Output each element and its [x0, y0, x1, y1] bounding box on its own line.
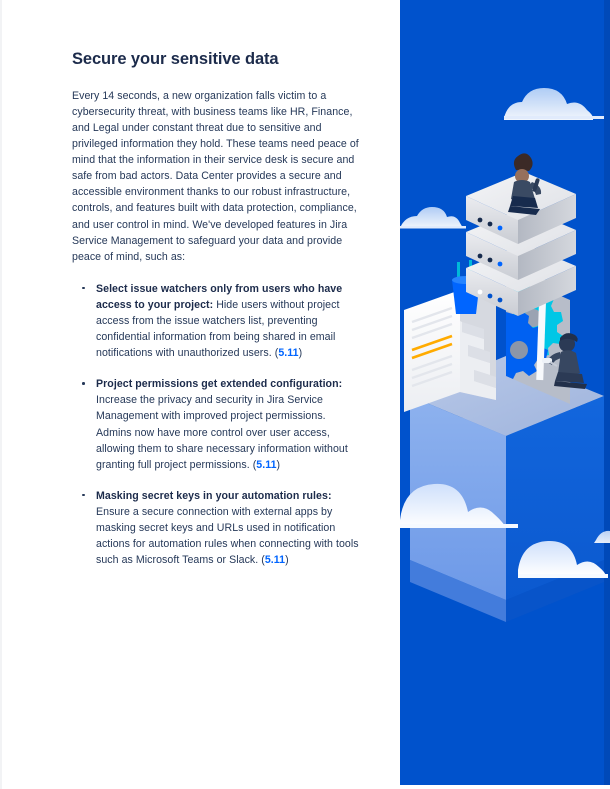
intro-paragraph: Every 14 seconds, a new organization falls victim to a cybersecurity threat, with business teams like HR, Finance, and Legal under constant threat due to sensitive and privileged information they hold. These teams need peace of mind that the information in their service desk is secure and safe from bad actors. Data Center provides a secure and accessible environment thanks to our robust infrastructure, controls, and features built with data protection, compliance, and user control in mind. We've developed features in Jira Service Management to safeguard your data and provide peace of mind, such as: — [72, 89, 359, 263]
list-item — [72, 376, 362, 473]
version-badge[interactable]: 5.11 — [278, 347, 299, 360]
list-item-lead: Project permissions get extended configuration: — [96, 378, 343, 391]
list-item — [72, 488, 362, 568]
list-item-text: Ensure a secure connection with external apps by masking secret keys and URLs used in notification actions for automation rules when connecting with tools such as Microsoft Teams or Slack. ( — [96, 505, 359, 567]
list-item-close: ) — [285, 554, 289, 567]
list-item-close: ) — [298, 347, 303, 360]
feature-list — [72, 281, 362, 569]
bullet-dot-icon — [82, 382, 85, 385]
panel-right-edge — [604, 0, 610, 785]
list-item-text: Increase the privacy and security in Jira Service Management with improved project permissions. Admins now have more control over user access, allowing them to share necessary information without granting full project permissions. ( — [96, 394, 348, 471]
list-item-lead: Select issue watchers only from users who have access to your project: — [96, 282, 343, 311]
article-content — [72, 50, 362, 568]
bullet-dot-icon — [82, 494, 85, 497]
list-item-text: Hide users without project access from the issue watchers list, preventing confidential information from being shared in email notifications with unauthorized users. ( — [96, 298, 340, 360]
list-item-close: ) — [276, 458, 281, 471]
bullet-dot-icon — [82, 287, 85, 290]
list-item — [72, 281, 362, 361]
list-item-lead: Masking secret keys in your automation rules: — [96, 489, 332, 502]
data-center-servers-illustration — [400, 0, 610, 785]
version-badge[interactable]: 5.11 — [256, 458, 277, 471]
page-title: Secure your sensitive data — [72, 50, 279, 68]
version-badge[interactable]: 5.11 — [264, 554, 286, 567]
